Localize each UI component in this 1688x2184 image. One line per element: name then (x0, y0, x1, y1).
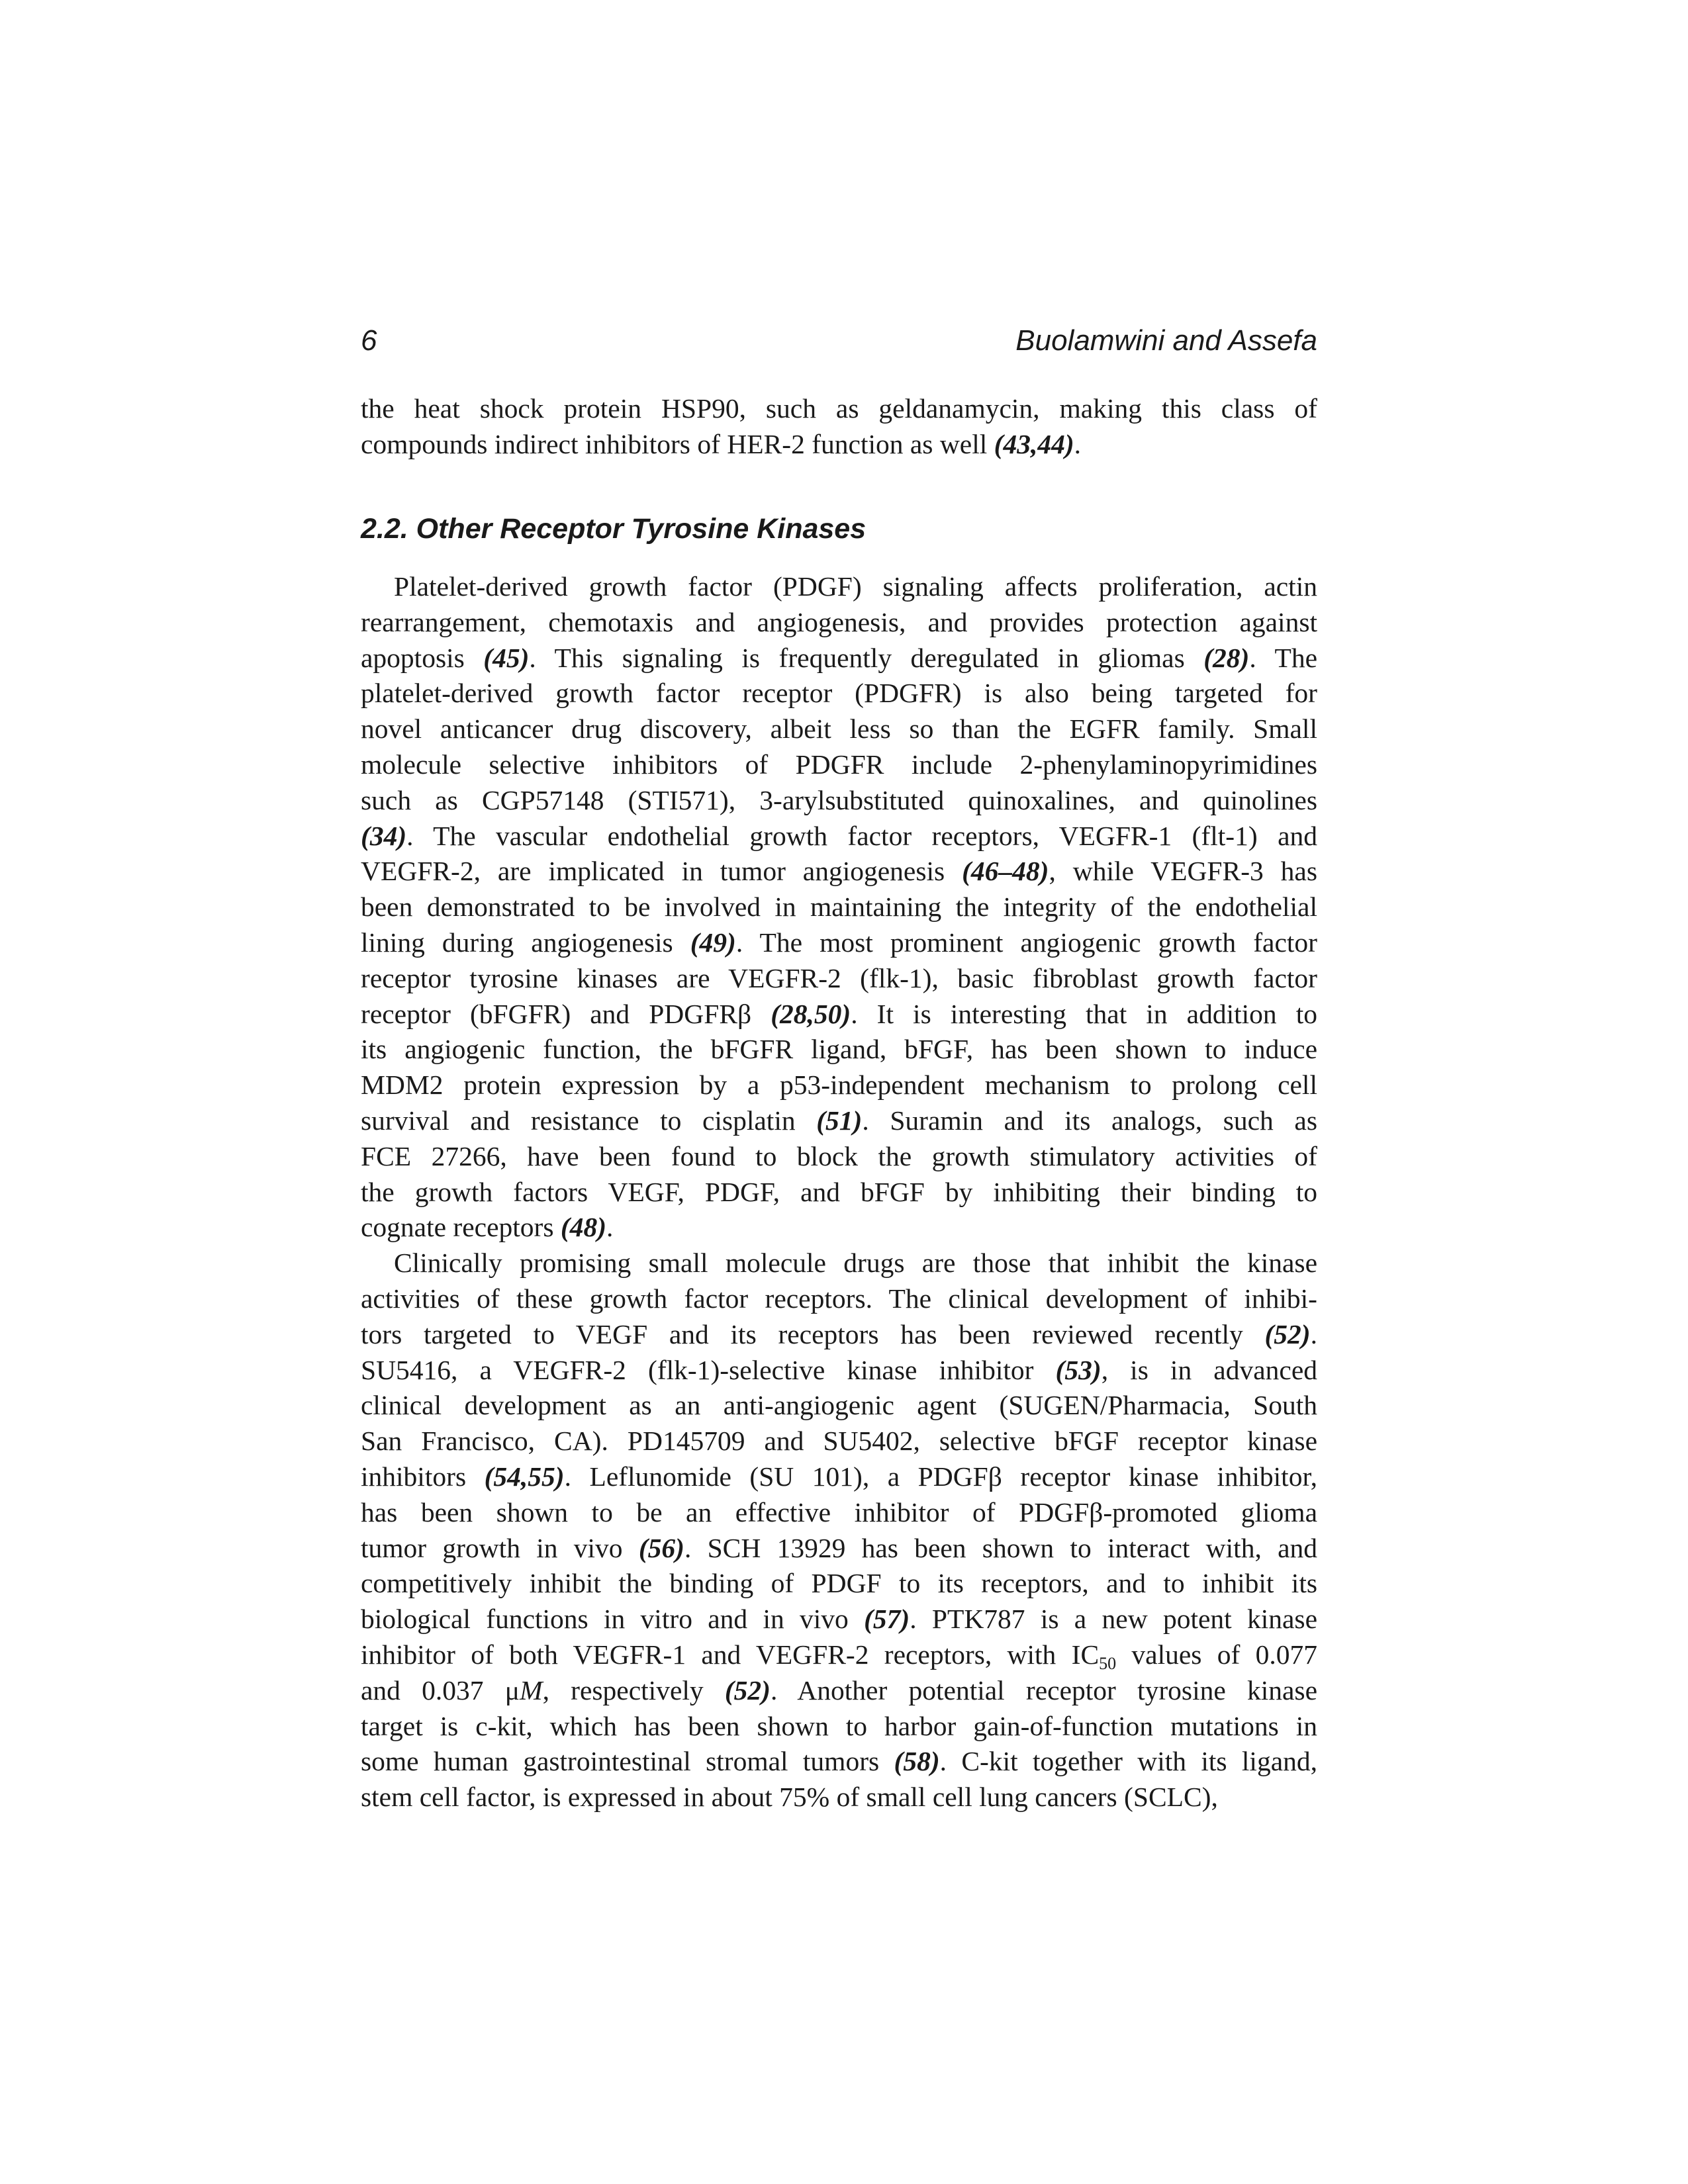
text-line: activities of these growth factor receptors. The clinical development of inhibi- (361, 1283, 1317, 1314)
text-line: the growth factors VEGF, PDGF, and bFGF by inhibiting their binding to (361, 1176, 1317, 1207)
unit-italic: M (519, 1674, 543, 1706)
text-line: apoptosis (45). This signaling is frequently deregulated in gliomas (28). The (361, 642, 1317, 673)
text-line: Platelet-derived growth factor (PDGF) signaling affects proliferation, actin (394, 571, 1317, 602)
text-line: San Francisco, CA). PD145709 and SU5402, selective bFGF receptor kinase (361, 1426, 1317, 1457)
text-line: platelet-derived growth factor receptor (PDGFR) is also being targeted for (361, 678, 1317, 709)
citation-ref: (57) (864, 1604, 910, 1635)
text-line: clinical development as an anti-angiogenic agent (SUGEN/Pharmacia, South (361, 1390, 1317, 1421)
text-line: compounds indirect inhibitors of HER-2 function as well (43,44). (361, 428, 1082, 459)
text-line: receptor tyrosine kinases are VEGFR-2 (flk-1), basic fibroblast growth factor (361, 962, 1317, 993)
citation-ref: (52) (724, 1674, 771, 1706)
text-line: the heat shock protein HSP90, such as geldanamycin, making this class of (361, 393, 1317, 424)
section-heading: 2.2. Other Receptor Tyrosine Kinases (361, 513, 867, 545)
citation-ref: (54,55) (484, 1461, 565, 1492)
citation-ref: (58) (894, 1746, 940, 1777)
paragraph (361, 569, 1317, 1246)
text-line: FCE 27266, have been found to block the growth stimulatory activities of (361, 1140, 1317, 1171)
text-line: MDM2 protein expression by a p53-independent mechanism to prolong cell (361, 1069, 1317, 1101)
text-line: its angiogenic function, the bFGFR ligand, bFGF, has been shown to induce (361, 1034, 1317, 1065)
text-line: rearrangement, chemotaxis and angiogenesis, and provides protection against (361, 606, 1317, 637)
document-page (361, 0, 1317, 2184)
text-line: been demonstrated to be involved in maintaining the integrity of the endothelial (361, 891, 1317, 923)
text-line: competitively inhibit the binding of PDGF to its receptors, and to inhibit its (361, 1568, 1317, 1599)
text-line: SU5416, a VEGFR-2 (flk-1)-selective kinase inhibitor (53), is in advanced (361, 1354, 1317, 1385)
text-line: Clinically promising small molecule drugs are those that inhibit the kinase (394, 1248, 1317, 1279)
citation-ref: (48) (560, 1212, 607, 1243)
text-line: tumor growth in vivo (56). SCH 13929 has been shown to interact with, and (361, 1532, 1317, 1563)
text-line: has been shown to be an effective inhibitor of PDGFβ-promoted glioma (361, 1496, 1317, 1527)
text-line: such as CGP57148 (STI571), 3-arylsubstituted quinoxalines, and quinolines (361, 784, 1317, 815)
text-line: cognate receptors (48). (361, 1212, 614, 1243)
page-number: 6 (361, 324, 377, 357)
lead-paragraph (361, 391, 1317, 463)
text-line: (34). The vascular endothelial growth factor receptors, VEGFR-1 (flt-1) and (361, 820, 1317, 851)
citation-ref: (34) (361, 820, 407, 851)
text-line: tors targeted to VEGF and its receptors has been reviewed recently (52). (361, 1318, 1317, 1349)
citation-ref: (53) (1055, 1354, 1102, 1385)
subscript: 50 (1099, 1653, 1117, 1673)
citation-ref: (56) (638, 1532, 684, 1563)
citation-ref: (52) (1264, 1318, 1311, 1349)
text-line: biological functions in vitro and in vivo (57). PTK787 is a new potent kinase (361, 1604, 1317, 1635)
paragraph (361, 1246, 1317, 1815)
citation-ref: (49) (690, 927, 736, 958)
running-head-authors: Buolamwini and Assefa (1015, 324, 1317, 357)
text-line: molecule selective inhibitors of PDGFR include 2-phenylaminopyrimidines (361, 749, 1317, 780)
text-line: stem cell factor, is expressed in about 75% of small cell lung cancers (SCLC), (361, 1782, 1218, 1813)
text-line: survival and resistance to cisplatin (51). Suramin and its analogs, such as (361, 1105, 1317, 1136)
citation-ref: (45) (483, 642, 530, 673)
running-head (361, 324, 1317, 364)
citation-ref: (28,50) (771, 998, 851, 1029)
text-line: inhibitor of both VEGFR-1 and VEGFR-2 receptors, with $IC_{50}$ values of 0.077 (361, 1639, 1318, 1673)
text-line: and 0.037 μM, respectively (52). Another potential receptor tyrosine kinase (361, 1674, 1317, 1706)
text-line: novel anticancer drug discovery, albeit less so than the EGFR family. Small (361, 713, 1317, 745)
section-body (361, 569, 1317, 1815)
text-line: target is c-kit, which has been shown to harbor gain-of-function mutations in (361, 1710, 1317, 1741)
text-line: lining during angiogenesis (49). The most prominent angiogenic growth factor (361, 927, 1317, 958)
citation-ref: (28) (1203, 642, 1250, 673)
text-line: receptor (bFGFR) and PDGFRβ (28,50). It is interesting that in addition to (361, 998, 1317, 1029)
citation-ref: (43,44) (994, 428, 1074, 459)
text-line: VEGFR-2, are implicated in tumor angiogenesis (46–48), while VEGFR-3 has (361, 856, 1317, 887)
citation-ref: (51) (816, 1105, 863, 1136)
text-line: inhibitors (54,55). Leflunomide (SU 101), a PDGFβ receptor kinase inhibitor, (361, 1461, 1317, 1492)
text-line: some human gastrointestinal stromal tumors (58). C-kit together with its ligand, (361, 1746, 1318, 1777)
citation-ref: (46–48) (962, 856, 1049, 887)
